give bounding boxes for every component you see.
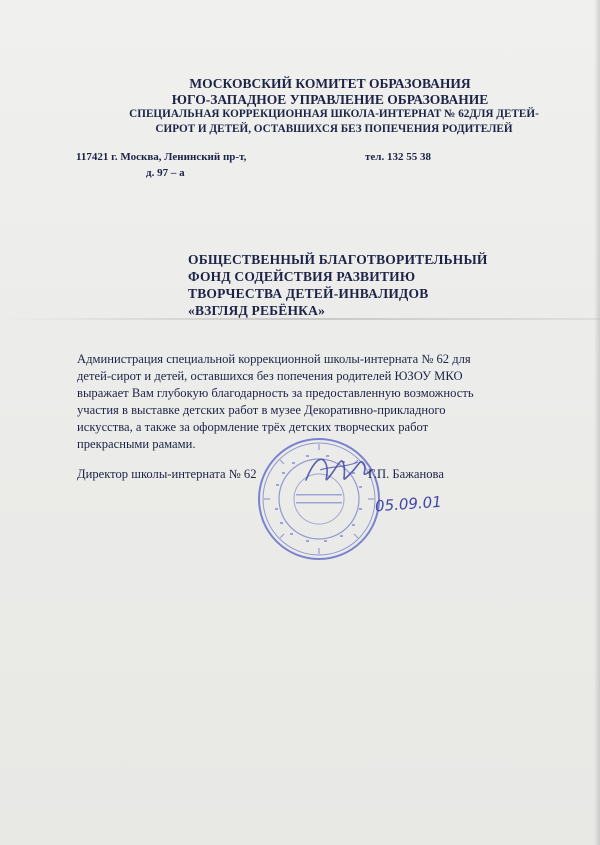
letter-body-line1: Администрация специальной коррекционной школы-интерната № 62 для <box>77 352 471 366</box>
recipient-line3: ТВОРЧЕСТВА ДЕТЕЙ-ИНВАЛИДОВ <box>188 286 429 301</box>
header-school-line2: СИРОТ И ДЕТЕЙ, ОСТАВШИХСЯ БЕЗ ПОПЕЧЕНИЯ РОДИТЕЛЕЙ <box>155 123 513 135</box>
address-building: д. 97 – а <box>146 167 185 179</box>
header-department: ЮГО-ЗАПАДНОЕ УПРАВЛЕНИЕ ОБРАЗОВАНИЕ <box>171 92 489 107</box>
recipient-line4: «ВЗГЛЯД РЕБЁНКА» <box>188 303 326 318</box>
letter-body-line6: прекрасными рамами. <box>77 437 196 451</box>
handwritten-date: 05.09.01 <box>374 492 443 516</box>
phone-number: тел. 132 55 38 <box>365 151 431 163</box>
signatory-title: Директор школы-интерната № 62 <box>77 467 257 481</box>
letter-body-line2: детей-сирот и детей, оставшихся без попечения родителей ЮЗОУ МКО <box>77 369 463 383</box>
recipient-line1: ОБЩЕСТВЕННЫЙ БЛАГОТВОРИТЕЛЬНЫЙ <box>188 252 488 267</box>
letter-body-line3: выражает Вам глубокую благодарность за предоставленную возможность <box>77 386 474 400</box>
header-committee: МОСКОВСКИЙ КОМИТЕТ ОБРАЗОВАНИЯ <box>189 76 471 91</box>
recipient-line2: ФОНД СОДЕЙСТВИЯ РАЗВИТИЮ <box>188 269 416 284</box>
signatory-name: Г.П. Бажанова <box>368 467 444 481</box>
letter-body-line4: участия в выставке детских работ в музее Декоративно-прикладного <box>77 403 446 417</box>
header-school-line1: СПЕЦИАЛЬНАЯ КОРРЕКЦИОННАЯ ШКОЛА-ИНТЕРНАТ № 62ДЛЯ ДЕТЕЙ- <box>129 108 539 120</box>
letter-body-line5: искусства, а также за оформление трёх детских творческих работ <box>77 420 429 434</box>
address-street: 117421 г. Москва, Ленинский пр-т, <box>76 151 247 163</box>
